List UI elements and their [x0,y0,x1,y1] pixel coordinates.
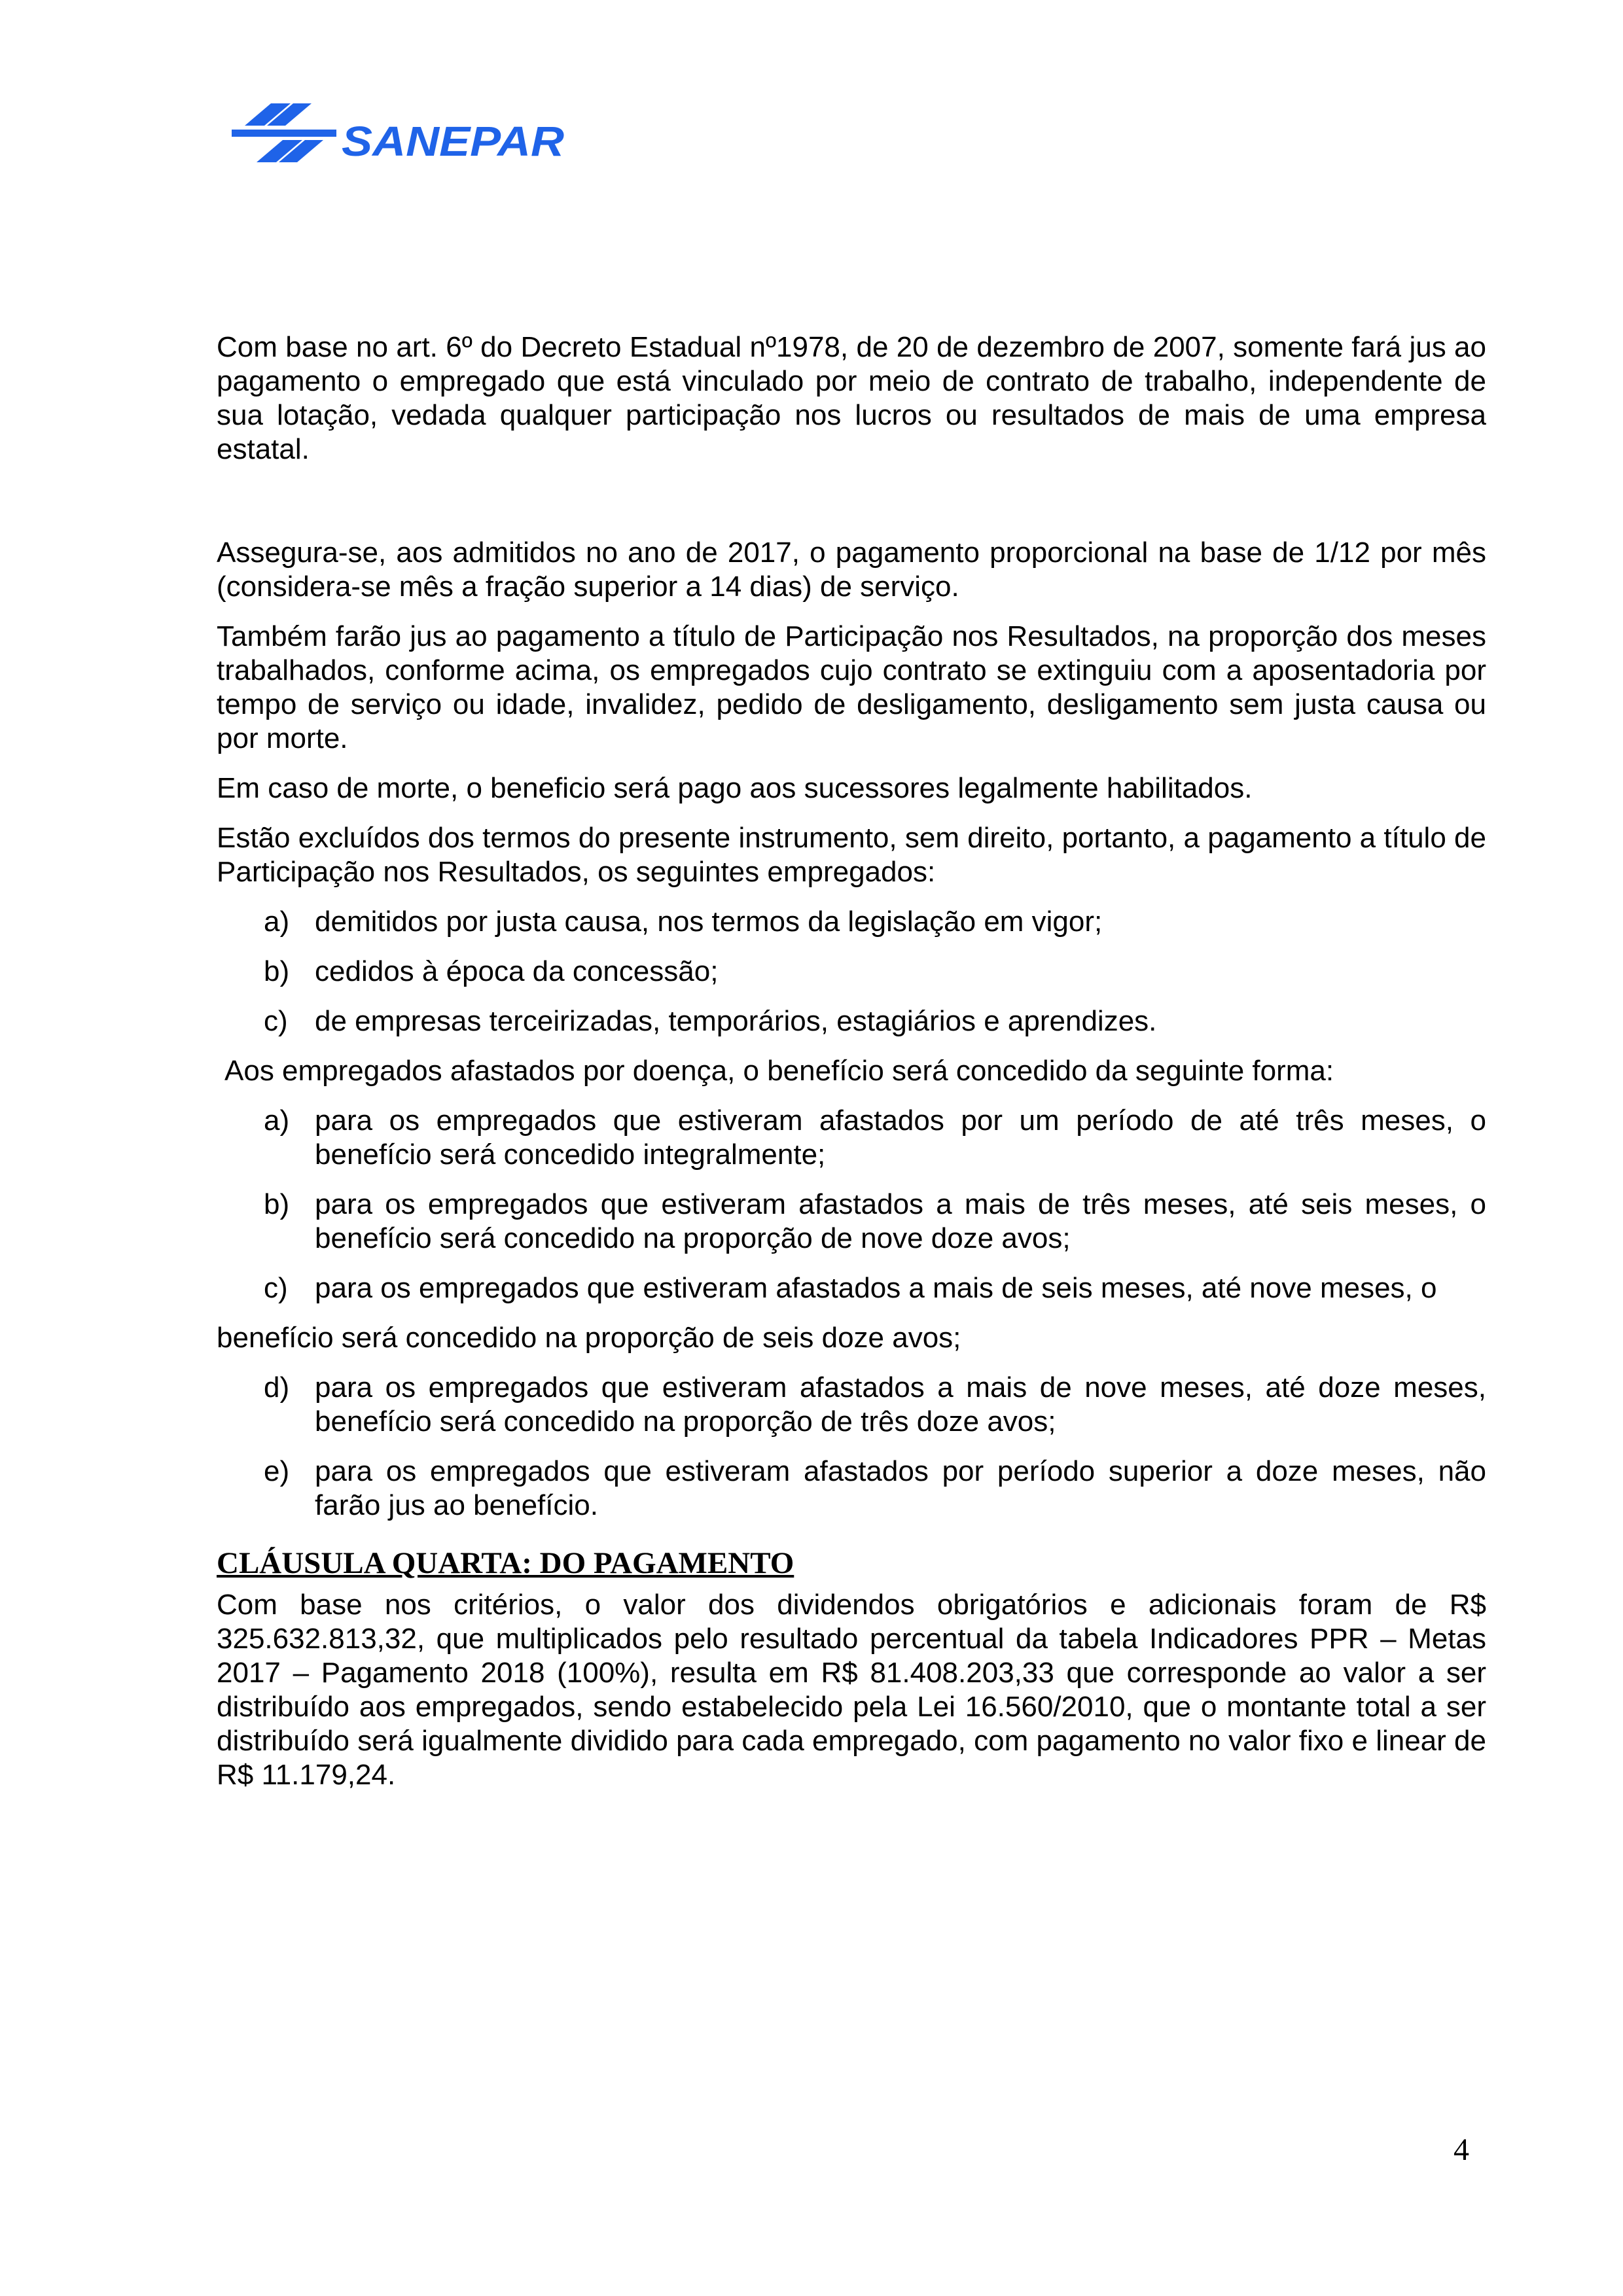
list-marker: c) [264,1272,288,1304]
list-marker: b) [264,1188,290,1220]
clause-heading: CLÁUSULA QUARTA: DO PAGAMENTO [217,1546,794,1580]
sanepar-logo-graphic [230,98,571,167]
list-item [217,1371,1486,1439]
paragraph-excluded-intro: Estão excluídos dos termos do presente instrumento, sem direito, portanto, a pagamento a título de Participação nos Resultados, os seguintes empregados: [217,822,1486,888]
list-marker: e) [264,1455,290,1487]
list-item-text: para os empregados que estiveram afastados a mais de nove meses, até doze meses, benefício será concedido na proporção de três doze avos; [315,1371,1486,1438]
list-item [217,1455,1486,1523]
list-item-text: demitidos por justa causa, nos termos da legislação em vigor; [315,906,1103,938]
list-marker: d) [264,1371,290,1404]
document-body [217,330,1486,1792]
paragraph-eligibility: Com base no art. 6º do Decreto Estadual nº1978, de 20 de dezembro de 2007, somente fará jus ao pagamento o empregado que está vinculado por meio de contrato de trabalho, independente de sua lotação, vedada qualquer participação nos lucros ou resultados de mais de uma empresa estatal. [217,331,1486,465]
list-item-text: para os empregados que estiveram afastados por um período de até três meses, o benefício será concedido integralmente; [315,1104,1486,1171]
paragraph-admitted-2017: Assegura-se, aos admitidos no ano de 2017, o pagamento proporcional na base de 1/12 por mês (considera-se mês a fração superior a 14 dias) de serviço. [217,537,1486,603]
list-item-text: para os empregados que estiveram afastados a mais de três meses, até seis meses, o benefício será concedido na proporção de nove doze avos; [315,1188,1486,1254]
list-item [217,1104,1486,1172]
excluded-list [217,905,1486,1038]
paragraph-terminated-contracts: Também farão jus ao pagamento a título de Participação nos Resultados, na proporção dos meses trabalhados, conforme acima, os empregados cujo contrato se extinguiu com a aposentadoria por tempo de serviço ou idade, invalidez, pedido de desligamento, desligamento sem justa causa ou por morte. [217,620,1486,754]
list-item [217,1004,1486,1038]
list-item-text: de empresas terceirizadas, temporários, estagiários e aprendizes. [315,1005,1157,1037]
logo-wordmark: SANEPAR [342,118,564,165]
paragraph-payment: Com base nos critérios, o valor dos dividendos obrigatórios e adicionais foram de R$ 325.632.813,32, que multiplicados pelo resultado percentual da tabela Indicadores PPR – Metas 2017 – Pagamento 2018 (100%), resulta em R$ 81.408.203,33 que corresponde ao valor a ser distribuído aos empregados, sendo estabelecido pela Lei 16.560/2010, que o montante total a ser distribuído será igualmente dividido para cada empregado, com pagamento no valor fixo e linear de R$ 11.179,24. [217,1589,1486,1791]
list-marker: b) [264,955,290,987]
page-number: 4 [1454,2132,1469,2167]
list-item [217,1188,1486,1256]
list-item-text: para os empregados que estiveram afastados a mais de seis meses, até nove meses, o [315,1272,1437,1304]
list-marker: a) [264,1104,290,1137]
list-item [217,955,1486,989]
list-item [217,905,1486,939]
sick-leave-list [217,1104,1486,1523]
list-marker: c) [264,1005,288,1037]
list-item-text: para os empregados que estiveram afastados por período superior a doze meses, não farão jus ao benefício. [315,1455,1486,1521]
paragraph-death-benefit: Em caso de morte, o beneficio será pago aos sucessores legalmente habilitados. [217,772,1253,804]
list-item [217,1271,1486,1305]
paragraph-sick-leave-intro: Aos empregados afastados por doença, o benefício será concedido da seguinte forma: [224,1055,1334,1087]
list-continuation: benefício será concedido na proporção de seis doze avos; [217,1322,961,1354]
list-item-text: cedidos à época da concessão; [315,955,719,987]
list-marker: a) [264,906,290,938]
sanepar-logo [230,98,571,167]
